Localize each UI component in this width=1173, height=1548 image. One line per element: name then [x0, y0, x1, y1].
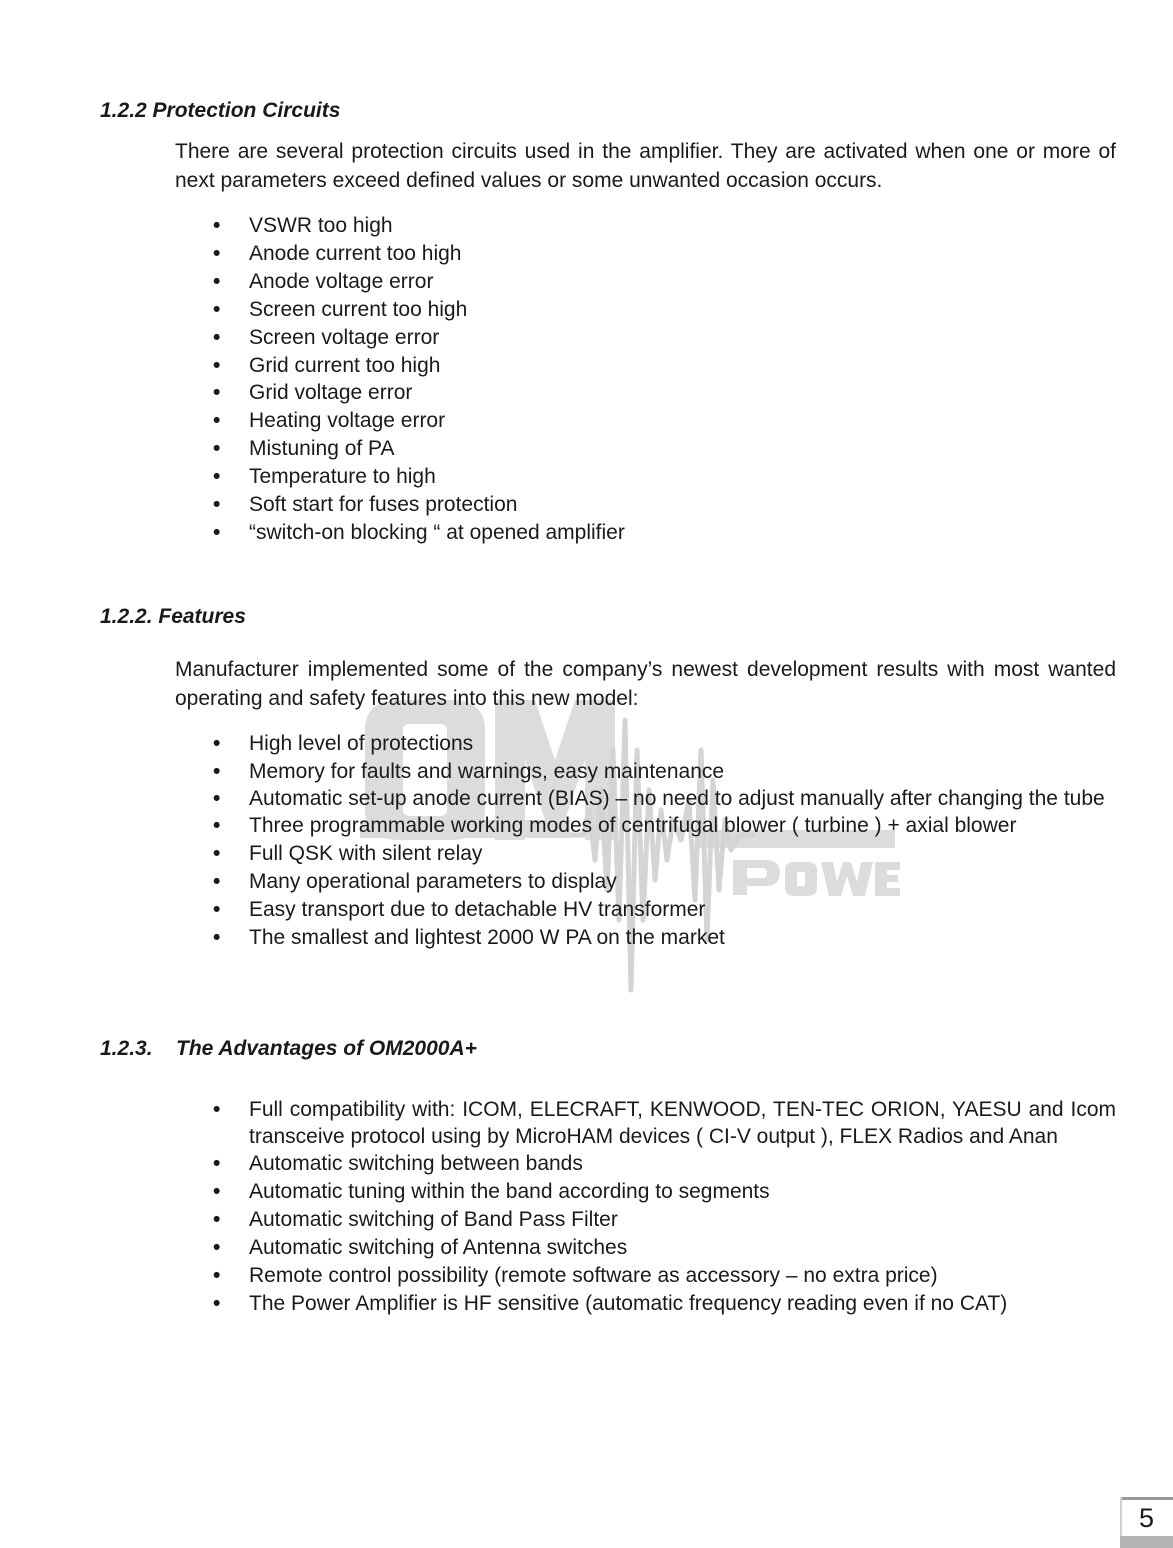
- protection-intro-paragraph: There are several protection circuits used in the amplifier. They are activated when one or more of next parameters exceed defined values or some unwanted occasion occurs.: [175, 140, 1116, 192]
- bullet-icon: •: [213, 814, 221, 838]
- list-item-text: Full compatibility with: ICOM, ELECRAFT, KENWOOD, TEN-TEC ORION, YAESU and Icom transceive protocol using by MicroHAM devices ( CI-V output ), FLEX Radios and Anan: [249, 1098, 1116, 1148]
- features-intro-paragraph: Manufacturer implemented some of the company’s newest development results with most wanted operating and safety features into this new model:: [175, 658, 1116, 710]
- list-item-text: Mistuning of PA: [249, 437, 395, 461]
- list-item: [213, 324, 1116, 352]
- list-item-text: Automatic switching of Band Pass Filter: [249, 1207, 618, 1231]
- list-item: [213, 435, 1116, 463]
- bullet-icon: •: [213, 925, 221, 949]
- bullet-icon: •: [213, 732, 221, 755]
- bullet-icon: •: [213, 269, 221, 293]
- list-item-text: Easy transport due to detachable HV transformer: [249, 898, 706, 922]
- list-item: [213, 924, 1116, 952]
- list-item-text: Grid voltage error: [249, 381, 413, 405]
- bullet-icon: •: [213, 1152, 221, 1175]
- list-item-text: Soft start for fuses protection: [249, 493, 518, 517]
- list-item-text: High level of protections: [249, 732, 474, 755]
- bullet-icon: •: [213, 870, 221, 894]
- list-item: [213, 407, 1116, 435]
- bullet-icon: •: [213, 1098, 221, 1121]
- list-item-text: Full QSK with silent relay: [249, 842, 483, 866]
- list-item: [213, 519, 1116, 547]
- bullet-icon: •: [213, 842, 221, 866]
- list-item: [213, 1206, 1116, 1234]
- list-item-text: Automatic switching between bands: [249, 1152, 583, 1175]
- list-item: [213, 1262, 1116, 1290]
- list-item-text: “switch-on blocking “ at opened amplifier: [249, 520, 625, 544]
- list-item: [213, 786, 1116, 813]
- list-item: [213, 463, 1116, 491]
- list-item-text: Many operational parameters to display: [249, 870, 617, 894]
- list-item: [213, 296, 1116, 324]
- section-heading-features: 1.2.2. Features: [100, 605, 246, 628]
- features-list: [213, 730, 1116, 952]
- list-item-text: Automatic switching of Antenna switches: [249, 1235, 628, 1259]
- bullet-icon: •: [213, 297, 221, 321]
- page-number: 5: [1138, 1503, 1155, 1533]
- page-number-footer-bar: [1120, 1536, 1173, 1548]
- list-item: [213, 812, 1116, 840]
- bullet-icon: •: [213, 1207, 221, 1231]
- list-item-text: Memory for faults and warnings, easy maintenance: [249, 759, 725, 783]
- advantages-heading-title: The Advantages of OM2000A+: [176, 1037, 477, 1060]
- bullet-icon: •: [213, 1291, 221, 1315]
- list-item-text: Heating voltage error: [249, 409, 446, 433]
- list-item: [213, 268, 1116, 296]
- list-item: [213, 379, 1116, 407]
- list-item-text: Three programmable working modes of centrifugal blower ( turbine ) + axial blower: [249, 814, 1017, 838]
- list-item-text: Screen voltage error: [249, 325, 440, 349]
- page-number-box: [1120, 1497, 1173, 1548]
- bullet-icon: •: [213, 465, 221, 489]
- list-item: [213, 1178, 1116, 1206]
- list-item-text: The smallest and lightest 2000 W PA on the market: [249, 925, 725, 949]
- bullet-icon: •: [213, 1235, 221, 1259]
- list-item-text: VSWR too high: [249, 214, 393, 237]
- list-item: [213, 840, 1116, 868]
- bullet-icon: •: [213, 1179, 221, 1203]
- list-item-text: Automatic set-up anode current (BIAS) – no need to adjust manually after changing the tube: [249, 786, 1105, 810]
- bullet-icon: •: [213, 759, 221, 783]
- list-item: [213, 1097, 1116, 1150]
- bullet-icon: •: [213, 409, 221, 433]
- list-item: [213, 758, 1116, 786]
- page-number-rule: [1120, 1497, 1173, 1500]
- list-item-text: Automatic tuning within the band according to segments: [249, 1179, 770, 1203]
- bullet-icon: •: [213, 214, 221, 237]
- bullet-icon: •: [213, 898, 221, 922]
- list-item: [213, 868, 1116, 896]
- bullet-icon: •: [213, 520, 221, 544]
- list-item: [213, 1150, 1116, 1178]
- advantages-list: [213, 1097, 1116, 1317]
- protection-list: [213, 212, 1116, 547]
- bullet-icon: •: [213, 241, 221, 265]
- list-item-text: Anode voltage error: [249, 269, 434, 293]
- list-item-text: Grid current too high: [249, 353, 441, 377]
- bullet-icon: •: [213, 493, 221, 517]
- list-item: [213, 1234, 1116, 1262]
- list-item: [213, 896, 1116, 924]
- list-item: [213, 212, 1116, 240]
- list-item: [213, 1290, 1116, 1318]
- advantages-heading-number: 1.2.3.: [100, 1037, 153, 1060]
- list-item-text: The Power Amplifier is HF sensitive (automatic frequency reading even if no CAT): [249, 1291, 1008, 1315]
- bullet-icon: •: [213, 437, 221, 461]
- list-item: [213, 491, 1116, 519]
- list-item-text: Screen current too high: [249, 297, 468, 321]
- list-item: [213, 240, 1116, 268]
- list-item-text: Temperature to high: [249, 465, 436, 489]
- bullet-icon: •: [213, 381, 221, 405]
- list-item: [213, 730, 1116, 758]
- list-item-text: Remote control possibility (remote software as accessory – no extra price): [249, 1263, 938, 1287]
- bullet-icon: •: [213, 325, 221, 349]
- section-heading-advantages: [100, 1037, 477, 1061]
- bullet-icon: •: [213, 1263, 221, 1287]
- bullet-icon: •: [213, 786, 221, 810]
- section-heading-protection-circuits: 1.2.2 Protection Circuits: [100, 99, 341, 122]
- list-item: [213, 352, 1116, 380]
- bullet-icon: •: [213, 353, 221, 377]
- list-item-text: Anode current too high: [249, 241, 462, 265]
